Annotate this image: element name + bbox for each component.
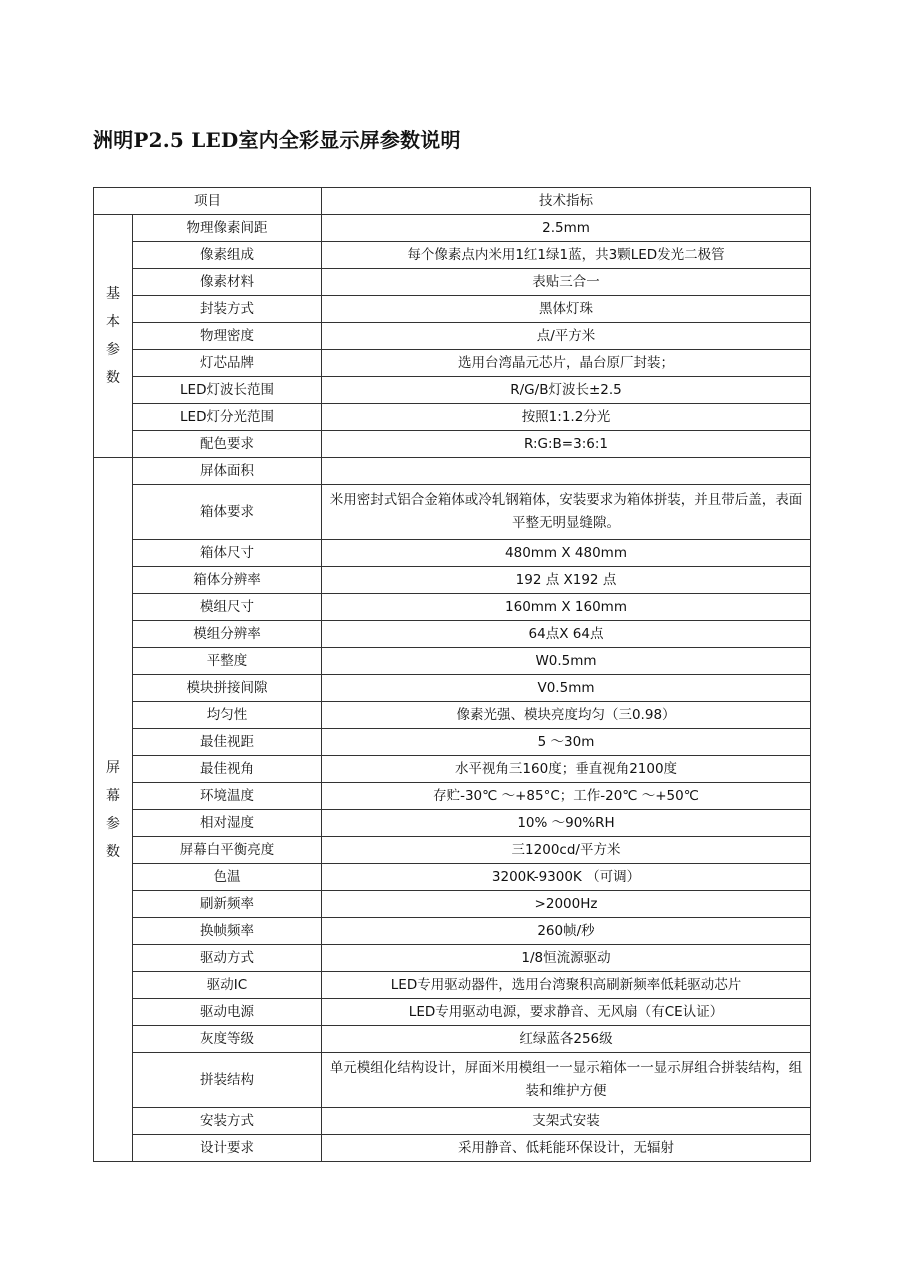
table-row	[94, 675, 811, 702]
table-row	[94, 810, 811, 837]
row-item: 均匀性	[133, 702, 322, 729]
row-item: LED灯波长范围	[133, 377, 322, 404]
row-item: 像素材料	[133, 269, 322, 296]
row-spec: V0.5mm	[322, 675, 811, 702]
row-item: 屏幕白平衡亮度	[133, 837, 322, 864]
row-item: 拼装结构	[133, 1053, 322, 1108]
table-row	[94, 1026, 811, 1053]
row-spec: LED专用驱动器件，选用台湾聚积高刷新频率低耗驱动芯片	[322, 972, 811, 999]
row-spec: 红绿蓝各256级	[322, 1026, 811, 1053]
row-spec: LED专用驱动电源，要求静音、无风扇（有CE认证）	[322, 999, 811, 1026]
group-label	[94, 215, 133, 458]
row-spec: 存贮-30℃ ～+85°C；工作-20℃ ～+50℃	[322, 783, 811, 810]
row-spec: 5 ～30m	[322, 729, 811, 756]
table-row	[94, 350, 811, 377]
row-spec	[322, 458, 811, 485]
row-spec: 支架式安装	[322, 1108, 811, 1135]
row-item: 驱动电源	[133, 999, 322, 1026]
table-row	[94, 215, 811, 242]
header-item: 项目	[94, 188, 322, 215]
table-row	[94, 918, 811, 945]
table-row	[94, 458, 811, 485]
row-item: 最佳视距	[133, 729, 322, 756]
row-item: 色温	[133, 864, 322, 891]
group-label-text: 基本参数	[106, 286, 120, 386]
document-title: 洲明P2.5 LED室内全彩显示屏参数说明	[93, 128, 461, 152]
row-item: 驱动方式	[133, 945, 322, 972]
table-row	[94, 648, 811, 675]
row-spec: 192 点 X192 点	[322, 567, 811, 594]
row-item: 换帧频率	[133, 918, 322, 945]
table-row	[94, 783, 811, 810]
table-row	[94, 837, 811, 864]
row-item: 设计要求	[133, 1135, 322, 1162]
row-spec: 黑体灯珠	[322, 296, 811, 323]
group-label	[94, 458, 133, 1162]
row-spec: 采用静音、低耗能环保设计，无辐射	[322, 1135, 811, 1162]
row-spec: 水平视角三160度；垂直视角2100度	[322, 756, 811, 783]
table-row	[94, 891, 811, 918]
row-item: 箱体尺寸	[133, 540, 322, 567]
table-row	[94, 999, 811, 1026]
table-row	[94, 729, 811, 756]
row-spec: 3200K-9300K （可调）	[322, 864, 811, 891]
header-spec: 技术指标	[322, 188, 811, 215]
table-row	[94, 594, 811, 621]
row-spec: 单元模组化结构设计，屏面米用模组一一显示箱体一一显示屏组合拼装结构，组装和维护方便	[322, 1053, 811, 1108]
row-spec: 64点X 64点	[322, 621, 811, 648]
table-row	[94, 1135, 811, 1162]
spec-table	[93, 187, 811, 1162]
row-item: 平整度	[133, 648, 322, 675]
row-spec: 1/8恒流源驱动	[322, 945, 811, 972]
row-spec: 10% ～90%RH	[322, 810, 811, 837]
table-row	[94, 296, 811, 323]
row-item: 物理密度	[133, 323, 322, 350]
row-spec: 每个像素点内米用1红1绿1蓝，共3颗LED发光二极管	[322, 242, 811, 269]
table-row	[94, 431, 811, 458]
row-item: 刷新频率	[133, 891, 322, 918]
table-row	[94, 269, 811, 296]
table-row	[94, 972, 811, 999]
table-row	[94, 945, 811, 972]
row-item: 模块拼接间隙	[133, 675, 322, 702]
row-item: 箱体要求	[133, 485, 322, 540]
table-row	[94, 1053, 811, 1108]
row-item: 物理像素间距	[133, 215, 322, 242]
table-row	[94, 864, 811, 891]
table-row	[94, 377, 811, 404]
row-spec: 三1200cd/平方米	[322, 837, 811, 864]
table-row	[94, 540, 811, 567]
row-item: LED灯分光范围	[133, 404, 322, 431]
row-spec: 2.5mm	[322, 215, 811, 242]
row-item: 环境温度	[133, 783, 322, 810]
row-spec: 像素光强、模块亮度均匀（三0.98）	[322, 702, 811, 729]
row-item: 最佳视角	[133, 756, 322, 783]
table-row	[94, 242, 811, 269]
row-spec: 表贴三合一	[322, 269, 811, 296]
row-item: 灯芯品牌	[133, 350, 322, 377]
row-item: 模组尺寸	[133, 594, 322, 621]
row-item: 配色要求	[133, 431, 322, 458]
row-spec: R/G/B灯波长±2.5	[322, 377, 811, 404]
row-spec: 按照1:1.2分光	[322, 404, 811, 431]
table-row	[94, 621, 811, 648]
row-item: 像素组成	[133, 242, 322, 269]
row-item: 箱体分辨率	[133, 567, 322, 594]
table-row	[94, 1108, 811, 1135]
row-item: 模组分辨率	[133, 621, 322, 648]
table-row	[94, 323, 811, 350]
table-row	[94, 702, 811, 729]
row-item: 灰度等级	[133, 1026, 322, 1053]
row-spec: 260帧/秒	[322, 918, 811, 945]
table-row	[94, 756, 811, 783]
row-spec: 米用密封式铝合金箱体或冷轧钢箱体，安装要求为箱体拼装，并且带后盖，表面平整无明显缝隙。	[322, 485, 811, 540]
table-row	[94, 404, 811, 431]
row-item: 安装方式	[133, 1108, 322, 1135]
table-row	[94, 567, 811, 594]
row-spec: 480mm X 480mm	[322, 540, 811, 567]
table-row	[94, 485, 811, 540]
row-item: 封装方式	[133, 296, 322, 323]
group-label-text: 屏幕参数	[106, 759, 120, 860]
row-item: 屏体面积	[133, 458, 322, 485]
row-item: 驱动IC	[133, 972, 322, 999]
row-spec: 点/平方米	[322, 323, 811, 350]
row-spec: 160mm X 160mm	[322, 594, 811, 621]
row-item: 相对湿度	[133, 810, 322, 837]
row-spec: W0.5mm	[322, 648, 811, 675]
row-spec: R:G:B=3:6:1	[322, 431, 811, 458]
table-header-row	[94, 188, 811, 215]
row-spec: 选用台湾晶元芯片，晶台原厂封装；	[322, 350, 811, 377]
row-spec: >2000Hz	[322, 891, 811, 918]
